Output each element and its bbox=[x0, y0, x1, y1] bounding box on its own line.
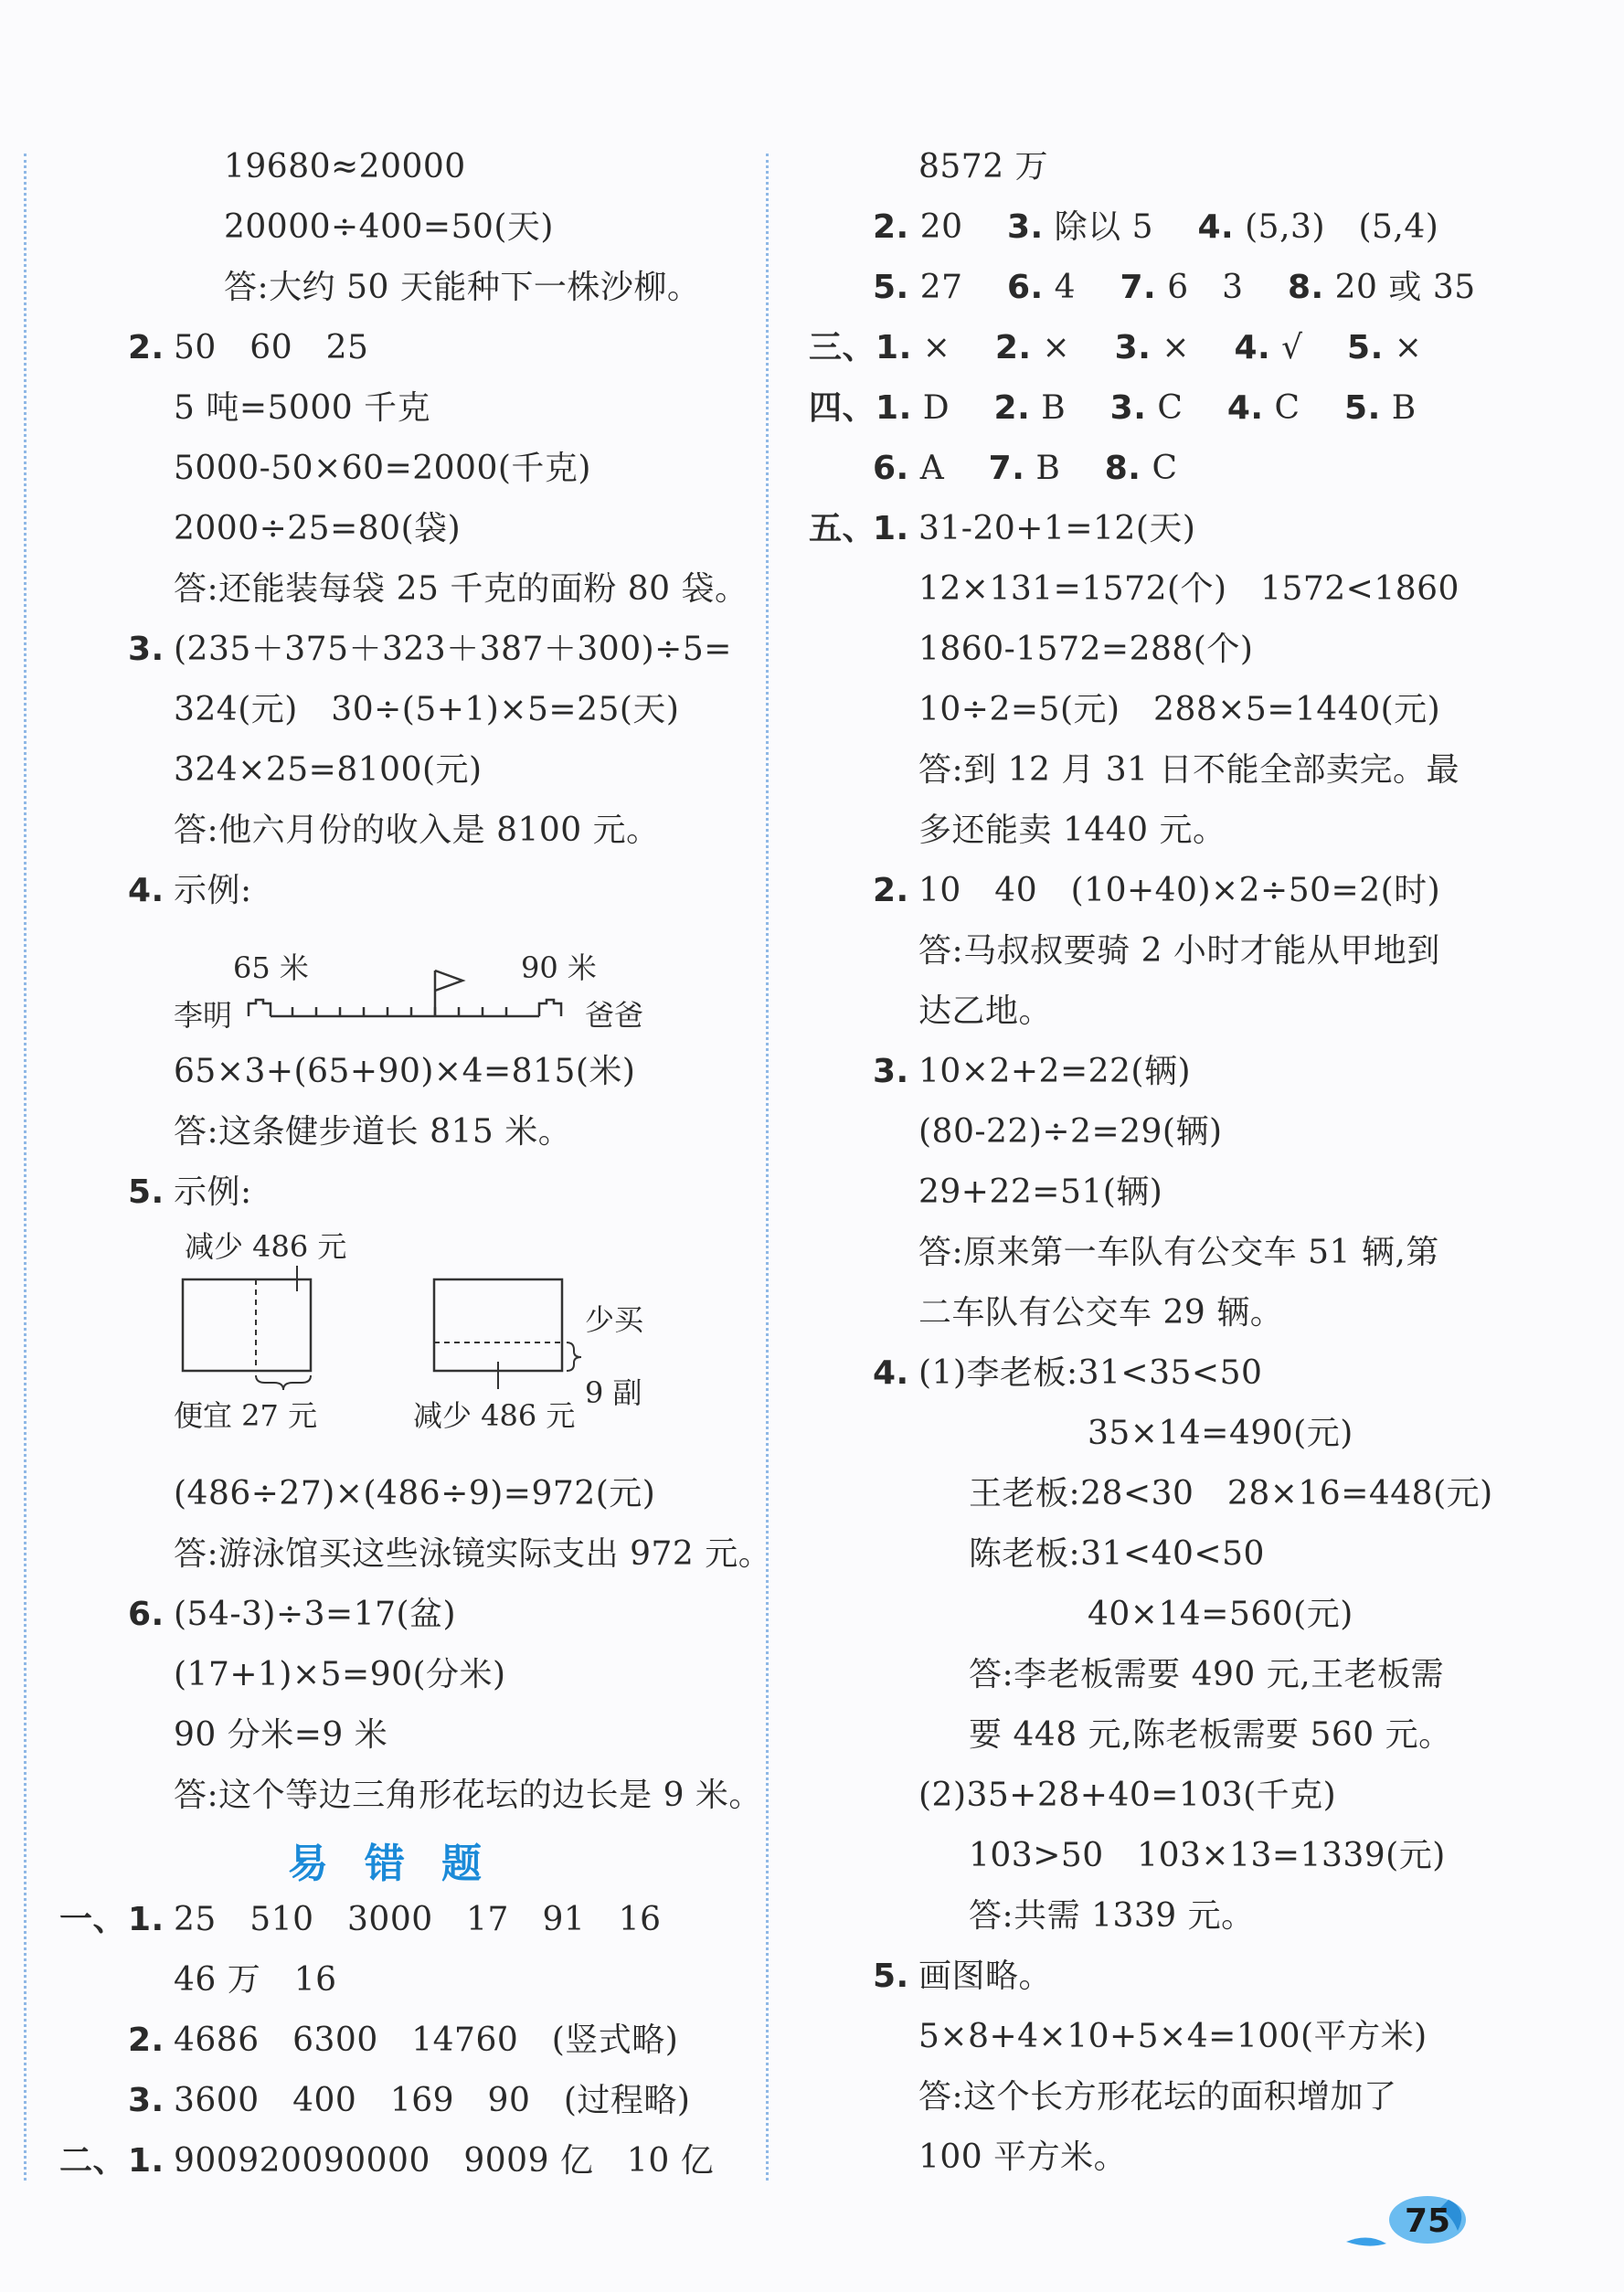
answer-line: 答:还能装每袋 25 千克的面粉 80 袋。 bbox=[174, 570, 748, 608]
label-reduce-486-top: 减少 486 元 bbox=[185, 1229, 347, 1264]
example-label: 示例: bbox=[174, 1173, 252, 1211]
label-buy-less: 少买 bbox=[585, 1302, 644, 1337]
answer-line: 多还能卖 1440 元。 bbox=[918, 812, 1226, 849]
question-number: 1. bbox=[873, 510, 909, 547]
answer-line: 1860-1572=288(个) bbox=[918, 631, 1254, 668]
left-margin-divider bbox=[24, 154, 27, 2181]
label-cheaper-27: 便宜 27 元 bbox=[174, 1398, 318, 1433]
answer-line: 65×3+(65+90)×4=815(米) bbox=[174, 1053, 636, 1090]
label-reduce-486-bottom: 减少 486 元 bbox=[413, 1398, 576, 1433]
swoosh-icon bbox=[1346, 2237, 1386, 2245]
answer-line: 陈老板:31<40<50 bbox=[969, 1535, 1265, 1573]
answer-line: 40×14=560(元) bbox=[1088, 1596, 1353, 1633]
answer-line: 二车队有公交车 29 辆。 bbox=[918, 1294, 1284, 1332]
answer-line: (17+1)×5=90(分米) bbox=[174, 1656, 506, 1693]
question-number: 3. bbox=[128, 631, 165, 668]
question-number: 6. bbox=[128, 1596, 165, 1633]
answer-line: 达乙地。 bbox=[918, 992, 1053, 1030]
answer-line: 29+22=51(辆) bbox=[918, 1173, 1163, 1211]
question-number: 5. bbox=[873, 1958, 909, 1995]
answer-line: 324(元) 30÷(5+1)×5=25(天) bbox=[174, 691, 680, 728]
answer-line: 90 分米=9 米 bbox=[174, 1716, 388, 1754]
answer-row: 5. 27 6. 4 7. 6 3 8. 20 或 35 bbox=[873, 269, 1476, 306]
answer-line: 王老板:28<30 28×16=448(元) bbox=[969, 1475, 1493, 1512]
answer-line: 答:大约 50 天能种下一株沙柳。 bbox=[224, 269, 701, 306]
answer-line: 4686 6300 14760 (竖式略) bbox=[174, 2021, 679, 2059]
answer-line: 20000÷400=50(天) bbox=[224, 208, 554, 246]
answer-line: (235＋375＋323＋387＋300)÷5= bbox=[174, 631, 732, 668]
answer-line: 10×2+2=22(辆) bbox=[918, 1053, 1192, 1090]
answer-line: 画图略。 bbox=[918, 1958, 1053, 1995]
question-number: 4. bbox=[128, 872, 165, 909]
answer-line: 答:李老板需要 490 元,王老板需 bbox=[969, 1656, 1445, 1693]
answer-line: (1)李老板:31<35<50 bbox=[918, 1354, 1263, 1392]
answer-line: 31-20+1=12(天) bbox=[918, 510, 1196, 547]
answer-line: 答:他六月份的收入是 8100 元。 bbox=[174, 812, 660, 849]
question-number: 5. bbox=[128, 1173, 165, 1211]
answer-line: 答:原来第一车队有公交车 51 辆,第 bbox=[918, 1234, 1439, 1271]
goggles-area-diagram bbox=[165, 1229, 676, 1448]
page-number: 75 bbox=[1405, 2202, 1451, 2240]
question-number: 3. bbox=[128, 2082, 165, 2119]
answer-line: 答:这个等边三角形花坛的边长是 9 米。 bbox=[174, 1777, 762, 1814]
answer-line: (54-3)÷3=17(盆) bbox=[174, 1596, 457, 1633]
answer-line: 3600 400 169 90 (过程略) bbox=[174, 2082, 691, 2119]
answer-line: 900920090000 9009 亿 10 亿 bbox=[174, 2142, 715, 2180]
answer-row: 四、1. D 2. B 3. C 4. C 5. B bbox=[809, 389, 1417, 427]
answer-line: 100 平方米。 bbox=[918, 2138, 1128, 2176]
answer-line: 19680≈20000 bbox=[224, 148, 466, 186]
section-label: 一、 bbox=[59, 1901, 127, 1938]
answer-line: 5000-50×60=2000(千克) bbox=[174, 450, 591, 487]
section-title: 易错题 bbox=[288, 1841, 518, 1887]
label-9-pairs: 9 副 bbox=[585, 1375, 642, 1410]
question-number: 1. bbox=[128, 1901, 165, 1938]
section-label: 二、 bbox=[59, 2142, 127, 2180]
answer-line: 12×131=1572(个) 1572<1860 bbox=[918, 570, 1459, 608]
question-number: 2. bbox=[128, 329, 165, 366]
question-number: 3. bbox=[873, 1053, 909, 1090]
answer-line: (486÷27)×(486÷9)=972(元) bbox=[174, 1475, 656, 1512]
answer-line: 2000÷25=80(袋) bbox=[174, 510, 462, 547]
answer-line: 答:这条健步道长 815 米。 bbox=[174, 1113, 572, 1151]
answer-line: 答:这个长方形花坛的面积增加了 bbox=[918, 2078, 1397, 2116]
answer-line: 103>50 103×13=1339(元) bbox=[969, 1837, 1446, 1874]
answer-row: 三、1. × 2. × 3. × 4. √ 5. × bbox=[809, 329, 1423, 366]
house-icon bbox=[249, 1000, 271, 1016]
answer-line: 46 万 16 bbox=[174, 1961, 337, 1999]
answer-line: 答:到 12 月 31 日不能全部卖完。最 bbox=[918, 751, 1460, 789]
answer-line: 50 60 25 bbox=[174, 329, 369, 366]
answer-line: 5 吨=5000 千克 bbox=[174, 389, 431, 427]
name-liming: 李明 bbox=[174, 998, 233, 1033]
answer-line: 10 40 (10+40)×2÷50=2(时) bbox=[918, 872, 1441, 909]
answer-line: 要 448 元,陈老板需要 560 元。 bbox=[969, 1716, 1452, 1754]
answer-row: 2. 20 3. 除以 5 4. (5,3) (5,4) bbox=[873, 208, 1439, 246]
walkway-line-diagram bbox=[165, 950, 676, 1042]
house-icon bbox=[539, 1000, 561, 1016]
column-divider bbox=[766, 154, 769, 2181]
question-number: 2. bbox=[873, 872, 909, 909]
question-number: 4. bbox=[873, 1354, 909, 1392]
answer-line: 5×8+4×10+5×4=100(平方米) bbox=[918, 2018, 1428, 2055]
answer-line: 324×25=8100(元) bbox=[174, 751, 483, 789]
answer-line: (2)35+28+40=103(千克) bbox=[918, 1777, 1337, 1814]
question-number: 2. bbox=[128, 2021, 165, 2059]
answer-row: 6. A 7. B 8. C bbox=[873, 450, 1178, 487]
answer-line: (80-22)÷2=29(辆) bbox=[918, 1113, 1223, 1151]
answer-line: 8572 万 bbox=[918, 148, 1049, 186]
answer-line: 答:共需 1339 元。 bbox=[969, 1897, 1255, 1935]
name-baba: 爸爸 bbox=[585, 998, 644, 1033]
page-number-badge bbox=[1341, 2189, 1469, 2255]
example-label: 示例: bbox=[174, 872, 252, 909]
section-label: 五、 bbox=[809, 510, 876, 547]
answer-line: 10÷2=5(元) 288×5=1440(元) bbox=[918, 691, 1441, 728]
answer-line: 答:游泳馆买这些泳镜实际支出 972 元。 bbox=[174, 1535, 772, 1573]
answer-line: 答:马叔叔要骑 2 小时才能从甲地到 bbox=[918, 932, 1440, 970]
distance-label-90: 90 米 bbox=[521, 950, 597, 985]
answer-line: 25 510 3000 17 91 16 bbox=[174, 1901, 662, 1938]
question-number: 1. bbox=[128, 2142, 165, 2180]
distance-label-65: 65 米 bbox=[233, 950, 309, 985]
answer-line: 35×14=490(元) bbox=[1088, 1415, 1353, 1452]
